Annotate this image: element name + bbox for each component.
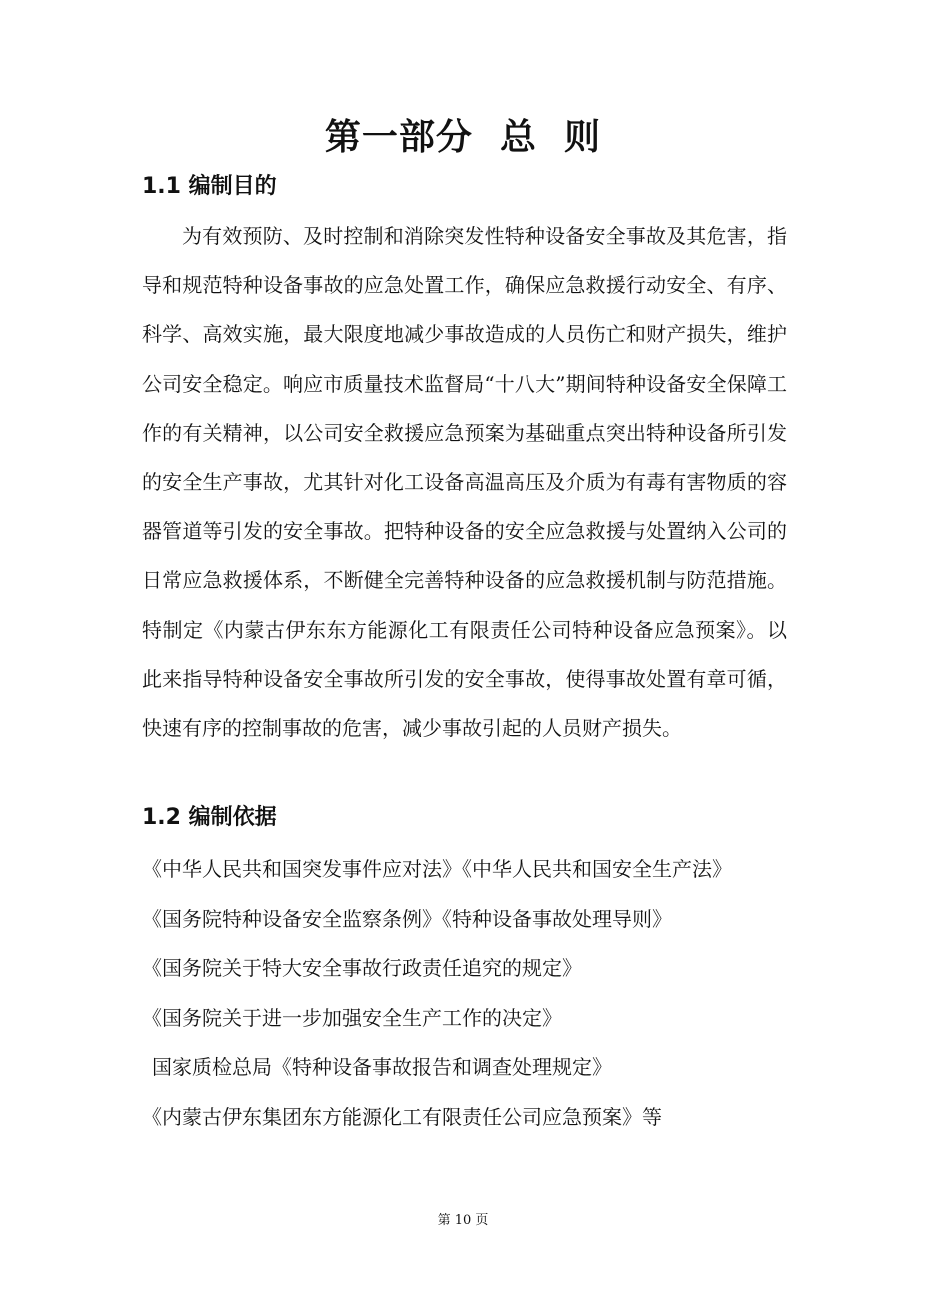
list-item: 《国务院特种设备安全监察条例》《特种设备事故处理导则》 — [142, 906, 672, 931]
page-number: 第 10 页 — [437, 1213, 489, 1228]
list-item: 《国务院关于进一步加强安全生产工作的决定》 — [142, 1005, 562, 1030]
section-heading-basis: 1.2 编制依据 — [142, 805, 277, 830]
purpose-paragraph: 为有效预防、及时控制和消除突发性特种设备安全事故及其危害，指导和规范特种设备事故的应急处置工作，确保应急救援行动安全、有序、科学、高效实施，最大限度地减少事故造成的人员伤亡和财产损失，维护公司安全稳定。响应市质量技术监督局“十八大”期间特种设备安全保障工作的有关精神，以公司安全救援应急预案为基础重点突出特种设备所引发的安全生产事故，尤其针对化工设备高温高压及介质为有毒有害物质的容器管道等引发的安全事故。把特种设备的安全应急救援与处置纳入公司的日常应急救援体系，不断健全完善特种设备的应急救援机制与防范措施。特制定《内蒙古伊东东方能源化工有限责任公司特种设备应急预案》。以此来指导特种设备安全事故所引发的安全事故，使得事故处置有章可循，快速有序的控制事故的危害，减少事故引起的人员财产损失。 — [142, 224, 787, 741]
list-item: 《内蒙古伊东集团东方能源化工有限责任公司应急预案》等 — [142, 1104, 662, 1129]
basis-list — [142, 845, 802, 1142]
list-item: 《中华人民共和国突发事件应对法》《中华人民共和国安全生产法》 — [142, 857, 732, 881]
section-heading-purpose: 1.1 编制目的 — [142, 174, 277, 199]
list-item: 《国务院关于特大安全事故行政责任追究的规定》 — [142, 956, 582, 980]
list-item: 国家质检总局《特种设备事故报告和调查处理规定》 — [152, 1055, 612, 1079]
page-title: 第一部分 总 则 — [324, 116, 602, 158]
